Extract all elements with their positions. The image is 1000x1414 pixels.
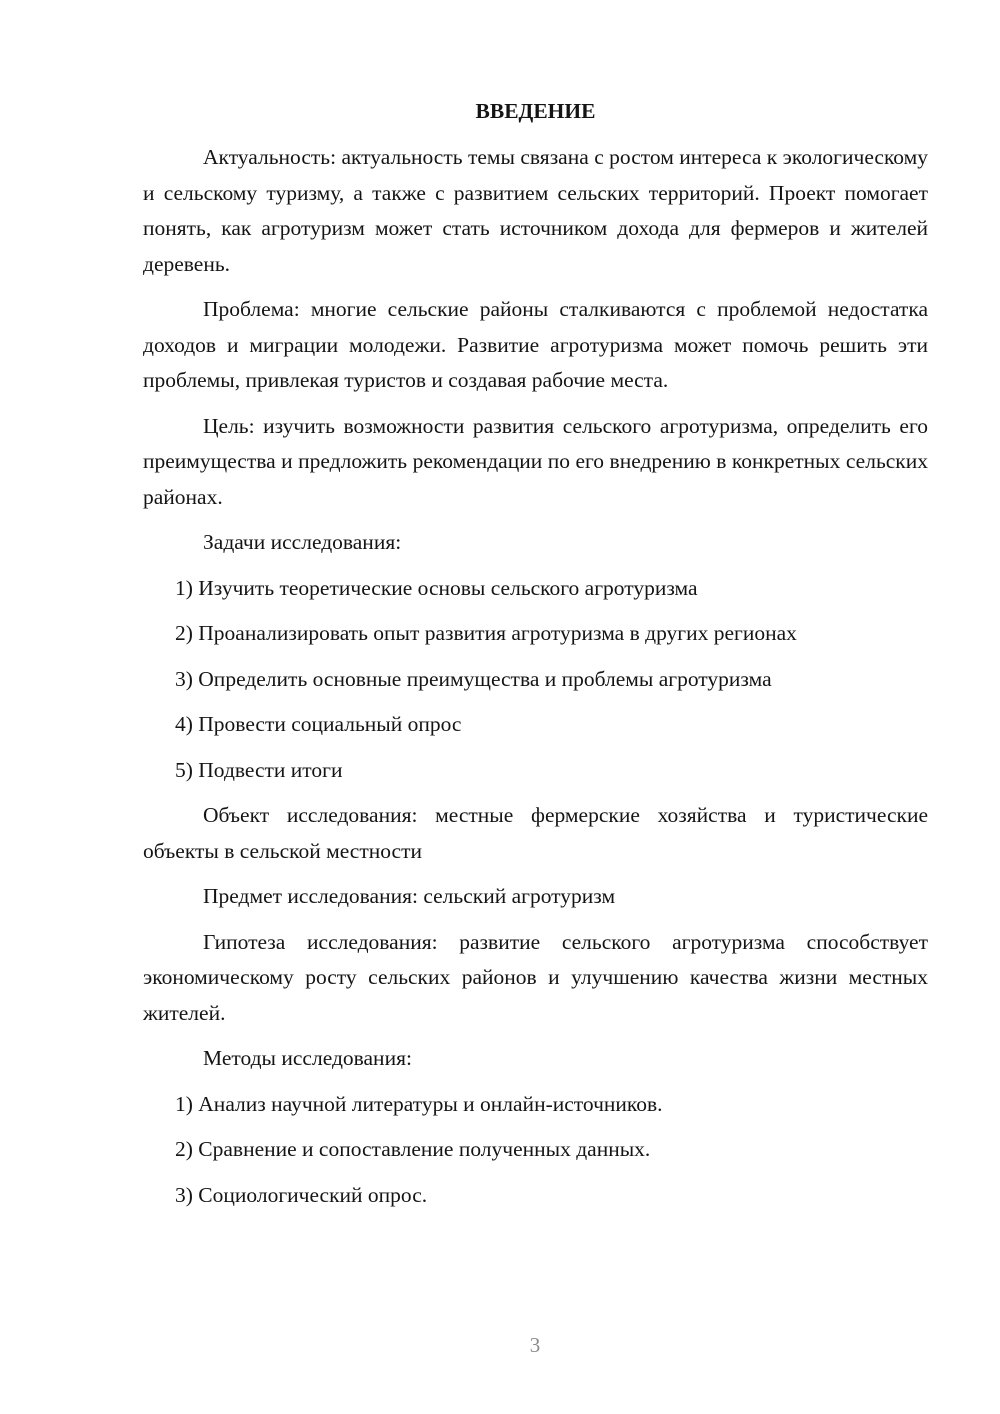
list-item: 1) Изучить теоретические основы сельского агротуризма — [175, 575, 698, 600]
relevance-paragraph: Актуальность: актуальность темы связана с ростом интереса к экологическому и сельскому туризму, а также с развитием сельских территорий. Проект помогает понять, как агротуризм может стать источником дохода для фермеров и жителей деревень. — [143, 145, 928, 276]
problem-paragraph: Проблема: многие сельские районы сталкиваются с проблемой недостатка доходов и миграции молодежи. Развитие агротуризма может помочь решить эти проблемы, привлекая туристов и создавая рабочие места. — [143, 297, 928, 392]
methods-heading: Методы исследования: — [203, 1046, 412, 1070]
tasks-heading: Задачи исследования: — [203, 530, 402, 554]
page-content — [143, 94, 928, 1223]
list-item: 4) Провести социальный опрос — [175, 712, 462, 736]
list-item: 5) Подвести итоги — [175, 757, 343, 782]
goal-paragraph: Цель: изучить возможности развития сельского агротуризма, определить его преимущества и предложить рекомендации по его внедрению в конкретных сельских районах. — [143, 413, 928, 509]
list-item: 3) Социологический опрос. — [175, 1182, 428, 1207]
list-item: 2) Проанализировать опыт развития агротуризма в других регионах — [175, 621, 797, 645]
methods-list — [143, 1087, 928, 1214]
list-item: 3) Определить основные преимущества и проблемы агротуризма — [175, 666, 772, 691]
list-item: 1) Анализ научной литературы и онлайн-источников. — [175, 1091, 663, 1116]
object-paragraph: Объект исследования: местные фермерские хозяйства и туристические объекты в сельской местности — [143, 803, 928, 863]
document-title: ВВЕДЕНИЕ — [475, 99, 596, 123]
subject-paragraph: Предмет исследования: сельский агротуризм — [203, 884, 616, 908]
page-number: 3 — [529, 1333, 541, 1357]
hypothesis-paragraph: Гипотеза исследования: развитие сельского агротуризма способствует экономическому росту сельских районов и улучшению качества жизни местных жителей. — [143, 929, 928, 1025]
list-item: 2) Сравнение и сопоставление полученных данных. — [175, 1137, 651, 1161]
tasks-list — [143, 571, 928, 789]
